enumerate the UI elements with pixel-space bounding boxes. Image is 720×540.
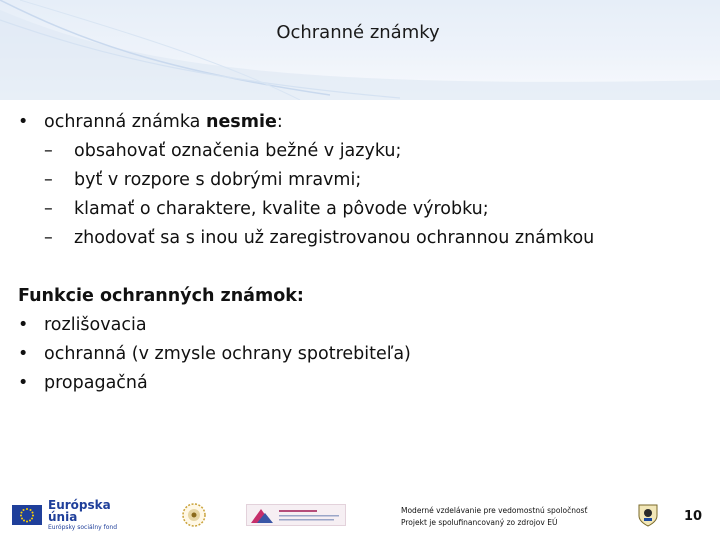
bullet-text-prefix: ochranná známka bbox=[44, 112, 206, 132]
eu-title: Európska únia bbox=[48, 498, 111, 524]
section-heading-text: Funkcie ochranných známok: bbox=[18, 286, 304, 306]
dash-marker: – bbox=[44, 170, 53, 190]
footer bbox=[0, 496, 720, 540]
eu-text bbox=[48, 499, 136, 531]
dash-marker: – bbox=[44, 199, 53, 219]
bullet-text bbox=[44, 108, 283, 137]
sub-item-text: obsahovať označenia bežné v jazyku; bbox=[74, 141, 402, 161]
sub-item-text: klamať o charaktere, kvalite a pôvode výrobku; bbox=[74, 199, 489, 219]
sub-item bbox=[18, 166, 708, 195]
section-heading bbox=[18, 282, 708, 311]
eu-logo bbox=[12, 498, 136, 531]
sub-item bbox=[18, 137, 708, 166]
footer-project-text bbox=[401, 505, 587, 529]
slide-content bbox=[18, 108, 708, 398]
slide-title: Ochranné známky bbox=[276, 22, 440, 43]
sub-item bbox=[18, 224, 708, 253]
agency-logo-icon bbox=[246, 504, 346, 526]
header-background bbox=[0, 0, 720, 100]
bullet-marker: • bbox=[18, 112, 29, 132]
footer-line-1: Moderné vzdelávanie pre vedomostnú spoločnosť bbox=[401, 506, 588, 515]
bullet-text-bold: nesmie bbox=[205, 112, 277, 132]
list-item-text: propagačná bbox=[44, 373, 148, 393]
page-number: 10 bbox=[684, 509, 703, 524]
list-item bbox=[18, 340, 708, 369]
bullet-item bbox=[18, 108, 708, 137]
bullet-marker: • bbox=[18, 315, 29, 335]
sub-item bbox=[18, 195, 708, 224]
sub-item-text: zhodovať sa s inou už zaregistrovanou ochrannou známkou bbox=[74, 228, 595, 248]
list-item-text: ochranná (v zmysle ochrany spotrebiteľa) bbox=[44, 344, 411, 364]
bullet-marker: • bbox=[18, 344, 29, 364]
eu-flag-icon bbox=[12, 505, 42, 525]
seal-logo-icon bbox=[181, 502, 207, 528]
list-item bbox=[18, 369, 708, 398]
list-item-text: rozlišovacia bbox=[44, 315, 147, 335]
list-item bbox=[18, 311, 708, 340]
header-decoration bbox=[0, 0, 720, 100]
sub-item-text: byť v rozpore s dobrými mravmi; bbox=[74, 170, 362, 190]
footer-line-2: Projekt je spolufinancovaný zo zdrojov EÚ bbox=[401, 518, 558, 527]
bullet-text-suffix: : bbox=[276, 112, 283, 132]
university-crest-icon bbox=[637, 502, 659, 528]
dash-marker: – bbox=[44, 141, 53, 161]
eu-subtitle: Európsky sociálny fond bbox=[48, 524, 118, 531]
dash-marker: – bbox=[44, 228, 53, 248]
bullet-marker: • bbox=[18, 373, 29, 393]
